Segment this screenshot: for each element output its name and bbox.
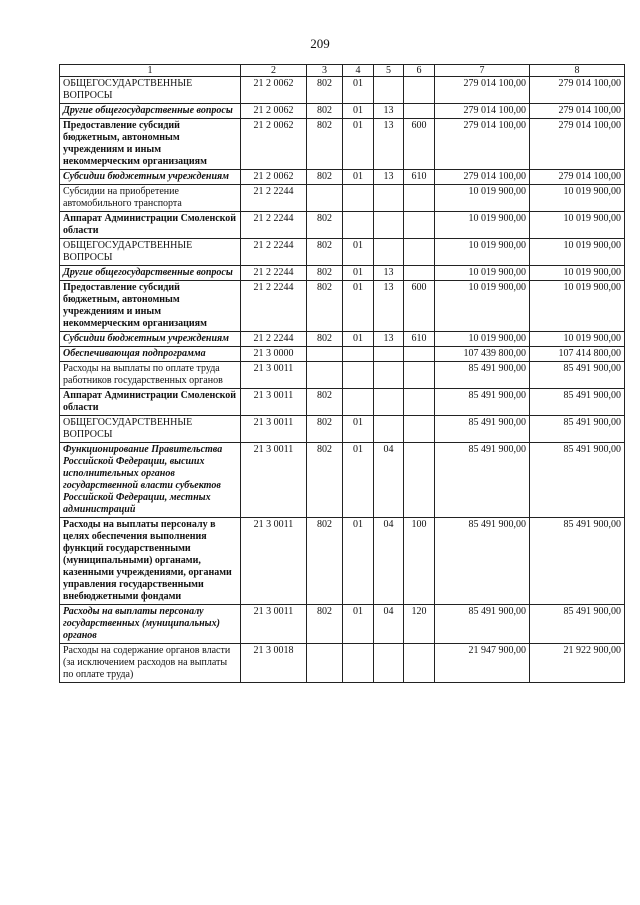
row-amount-1: 107 439 800,00 [435, 347, 530, 362]
row-name: Субсидии бюджетным учреждениям [60, 170, 241, 185]
row-section: 01 [343, 443, 374, 518]
row-amount-1: 85 491 900,00 [435, 518, 530, 605]
row-expense-type: 600 [404, 281, 435, 332]
row-code: 21 2 2244 [241, 212, 307, 239]
row-grbs: 802 [307, 416, 343, 443]
row-grbs: 802 [307, 281, 343, 332]
table-row [60, 281, 625, 332]
table-row [60, 443, 625, 518]
row-name: Обеспечивающая подпрограмма [60, 347, 241, 362]
row-subsection [374, 77, 404, 104]
row-section [343, 389, 374, 416]
row-amount-2: 10 019 900,00 [530, 212, 625, 239]
row-amount-2: 85 491 900,00 [530, 416, 625, 443]
row-section [343, 185, 374, 212]
row-subsection [374, 644, 404, 683]
row-amount-2: 10 019 900,00 [530, 332, 625, 347]
table-row [60, 185, 625, 212]
table-row [60, 362, 625, 389]
row-expense-type [404, 239, 435, 266]
row-subsection [374, 389, 404, 416]
row-code: 21 2 2244 [241, 185, 307, 212]
row-expense-type [404, 104, 435, 119]
row-subsection: 13 [374, 332, 404, 347]
row-grbs: 802 [307, 443, 343, 518]
row-code: 21 3 0011 [241, 605, 307, 644]
table-row [60, 77, 625, 104]
row-amount-2: 85 491 900,00 [530, 389, 625, 416]
row-code: 21 2 0062 [241, 119, 307, 170]
row-name: Расходы на выплаты персоналу в целях обеспечения выполнения функций государственными (муниципальными) органами, казенными учреждениями, органами управления государственными внебюджетными фондами [60, 518, 241, 605]
row-code: 21 3 0011 [241, 443, 307, 518]
row-expense-type [404, 212, 435, 239]
row-amount-2: 279 014 100,00 [530, 170, 625, 185]
row-grbs: 802 [307, 332, 343, 347]
column-header: 6 [404, 65, 435, 77]
row-section [343, 644, 374, 683]
row-subsection: 13 [374, 266, 404, 281]
row-expense-type [404, 389, 435, 416]
row-code: 21 2 2244 [241, 281, 307, 332]
row-expense-type [404, 185, 435, 212]
page-number: 209 [310, 36, 330, 51]
row-name: ОБЩЕГОСУДАРСТВЕННЫЕ ВОПРОСЫ [60, 416, 241, 443]
row-amount-1: 10 019 900,00 [435, 266, 530, 281]
row-amount-1: 279 014 100,00 [435, 104, 530, 119]
row-code: 21 3 0018 [241, 644, 307, 683]
row-amount-2: 21 922 900,00 [530, 644, 625, 683]
row-section [343, 347, 374, 362]
table-body [60, 77, 625, 683]
column-header: 4 [343, 65, 374, 77]
header-row [60, 65, 625, 77]
row-grbs: 802 [307, 518, 343, 605]
row-expense-type [404, 347, 435, 362]
column-header: 2 [241, 65, 307, 77]
row-code: 21 3 0000 [241, 347, 307, 362]
row-grbs [307, 347, 343, 362]
row-expense-type: 610 [404, 332, 435, 347]
row-amount-1: 10 019 900,00 [435, 281, 530, 332]
row-code: 21 2 2244 [241, 239, 307, 266]
column-header: 7 [435, 65, 530, 77]
row-name: Функционирование Правительства Российской Федерации, высших исполнительных органов государственной власти субъектов Российской Федерации, местных администраций [60, 443, 241, 518]
column-header: 1 [60, 65, 241, 77]
row-code: 21 2 2244 [241, 266, 307, 281]
table-row [60, 644, 625, 683]
row-expense-type [404, 77, 435, 104]
row-subsection: 04 [374, 605, 404, 644]
row-amount-1: 10 019 900,00 [435, 239, 530, 266]
row-amount-1: 21 947 900,00 [435, 644, 530, 683]
table-row [60, 266, 625, 281]
row-subsection [374, 416, 404, 443]
row-subsection [374, 185, 404, 212]
row-section: 01 [343, 518, 374, 605]
row-grbs: 802 [307, 389, 343, 416]
row-amount-2: 10 019 900,00 [530, 266, 625, 281]
table-row [60, 605, 625, 644]
row-code: 21 2 0062 [241, 77, 307, 104]
row-section: 01 [343, 119, 374, 170]
column-header: 3 [307, 65, 343, 77]
row-subsection [374, 347, 404, 362]
row-amount-1: 279 014 100,00 [435, 170, 530, 185]
row-amount-2: 10 019 900,00 [530, 239, 625, 266]
row-amount-2: 85 491 900,00 [530, 518, 625, 605]
table-row [60, 332, 625, 347]
table-row [60, 389, 625, 416]
row-subsection [374, 212, 404, 239]
row-grbs [307, 644, 343, 683]
row-name: Другие общегосударственные вопросы [60, 266, 241, 281]
row-name: Аппарат Администрации Смоленской области [60, 212, 241, 239]
row-subsection: 13 [374, 104, 404, 119]
row-subsection: 04 [374, 443, 404, 518]
row-section: 01 [343, 239, 374, 266]
row-grbs: 802 [307, 266, 343, 281]
row-section: 01 [343, 416, 374, 443]
row-grbs [307, 362, 343, 389]
row-section [343, 362, 374, 389]
row-grbs: 802 [307, 212, 343, 239]
row-amount-1: 10 019 900,00 [435, 212, 530, 239]
row-grbs: 802 [307, 239, 343, 266]
row-amount-1: 279 014 100,00 [435, 77, 530, 104]
row-amount-2: 85 491 900,00 [530, 443, 625, 518]
column-header: 8 [530, 65, 625, 77]
table-row [60, 119, 625, 170]
row-amount-1: 279 014 100,00 [435, 119, 530, 170]
table-row [60, 518, 625, 605]
row-amount-2: 85 491 900,00 [530, 605, 625, 644]
row-name: Предоставление субсидий бюджетным, автономным учреждениям и иным некоммерческим организациям [60, 281, 241, 332]
row-amount-1: 85 491 900,00 [435, 362, 530, 389]
row-code: 21 2 0062 [241, 104, 307, 119]
table-row [60, 212, 625, 239]
row-expense-type [404, 266, 435, 281]
row-code: 21 2 0062 [241, 170, 307, 185]
row-section: 01 [343, 170, 374, 185]
row-section: 01 [343, 281, 374, 332]
row-subsection: 13 [374, 281, 404, 332]
row-amount-2: 10 019 900,00 [530, 281, 625, 332]
row-name: ОБЩЕГОСУДАРСТВЕННЫЕ ВОПРОСЫ [60, 77, 241, 104]
row-subsection: 13 [374, 170, 404, 185]
row-section: 01 [343, 332, 374, 347]
row-grbs [307, 185, 343, 212]
column-header: 5 [374, 65, 404, 77]
row-expense-type [404, 443, 435, 518]
row-amount-1: 85 491 900,00 [435, 389, 530, 416]
row-amount-2: 279 014 100,00 [530, 104, 625, 119]
row-name: Расходы на содержание органов власти (за исключением расходов на выплаты по оплате труда) [60, 644, 241, 683]
row-grbs: 802 [307, 77, 343, 104]
row-expense-type: 120 [404, 605, 435, 644]
row-expense-type: 610 [404, 170, 435, 185]
row-name: Другие общегосударственные вопросы [60, 104, 241, 119]
row-amount-1: 10 019 900,00 [435, 185, 530, 212]
row-subsection: 04 [374, 518, 404, 605]
row-code: 21 3 0011 [241, 362, 307, 389]
row-expense-type [404, 362, 435, 389]
row-grbs: 802 [307, 104, 343, 119]
table-row [60, 416, 625, 443]
row-amount-1: 85 491 900,00 [435, 416, 530, 443]
row-grbs: 802 [307, 605, 343, 644]
row-expense-type [404, 644, 435, 683]
row-code: 21 3 0011 [241, 389, 307, 416]
row-name: Предоставление субсидий бюджетным, автономным учреждениям и иным некоммерческим организациям [60, 119, 241, 170]
table-row [60, 170, 625, 185]
row-subsection [374, 239, 404, 266]
row-name: Расходы на выплаты по оплате труда работников государственных органов [60, 362, 241, 389]
table-row [60, 347, 625, 362]
row-expense-type: 600 [404, 119, 435, 170]
row-grbs: 802 [307, 170, 343, 185]
row-name: Аппарат Администрации Смоленской области [60, 389, 241, 416]
row-grbs: 802 [307, 119, 343, 170]
row-amount-2: 279 014 100,00 [530, 119, 625, 170]
row-expense-type: 100 [404, 518, 435, 605]
row-name: ОБЩЕГОСУДАРСТВЕННЫЕ ВОПРОСЫ [60, 239, 241, 266]
row-amount-2: 10 019 900,00 [530, 185, 625, 212]
row-section: 01 [343, 77, 374, 104]
row-subsection [374, 362, 404, 389]
row-name: Субсидии бюджетным учреждениям [60, 332, 241, 347]
row-subsection: 13 [374, 119, 404, 170]
row-section: 01 [343, 605, 374, 644]
row-section: 01 [343, 104, 374, 119]
row-amount-1: 85 491 900,00 [435, 443, 530, 518]
row-amount-2: 107 414 800,00 [530, 347, 625, 362]
row-section [343, 212, 374, 239]
row-code: 21 2 2244 [241, 332, 307, 347]
row-code: 21 3 0011 [241, 518, 307, 605]
row-amount-2: 279 014 100,00 [530, 77, 625, 104]
row-code: 21 3 0011 [241, 416, 307, 443]
row-expense-type [404, 416, 435, 443]
table-row [60, 239, 625, 266]
row-amount-2: 85 491 900,00 [530, 362, 625, 389]
table-row [60, 104, 625, 119]
row-name: Расходы на выплаты персоналу государственных (муниципальных) органов [60, 605, 241, 644]
row-name: Субсидии на приобретение автомобильного транспорта [60, 185, 241, 212]
budget-table [59, 64, 625, 683]
row-amount-1: 10 019 900,00 [435, 332, 530, 347]
row-section: 01 [343, 266, 374, 281]
row-amount-1: 85 491 900,00 [435, 605, 530, 644]
